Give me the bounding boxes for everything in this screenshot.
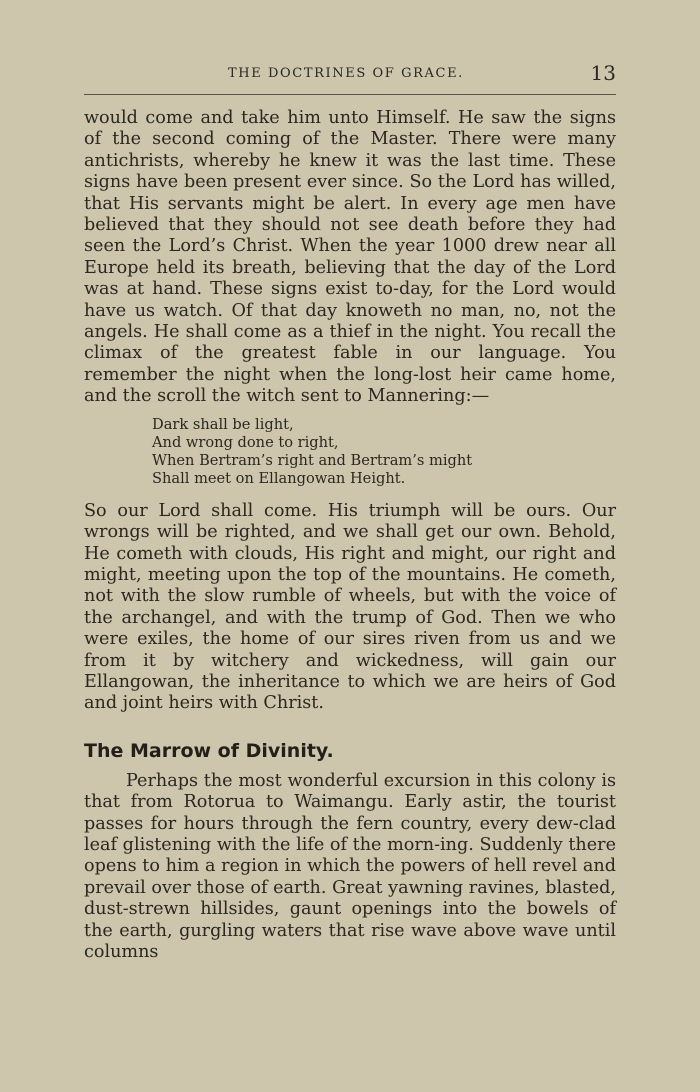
verse-line: Dark shall be light, [152,415,294,433]
paragraph-excursion: Perhaps the most wonderful excursion in this colony is that from Rotorua to Waimangu. Early astir, the tourist passes for hours through the fern country, every dew-clad leaf glistening with the life of the morn-ing. Suddenly there opens to him a region in which the powers of hell revel and prevail over those of earth. Great yawning ravines, blasted, dust-strewn hillsides, gaunt openings into the bowels of the earth, gurgling waters that rise wave above wave until columns [84,770,616,962]
running-title: THE DOCTRINES OF GRACE. [228,66,464,81]
paragraph-triumph: So our Lord shall come. His triumph will be ours. Our wrongs will be righted, and we shall get our own. Behold, He cometh with clouds, His right and might, our right and might, meeting upon the top of the mountains. He cometh, not with the slow rumble of wheels, but with the voice of the archangel, and with the trump of God. Then we who were exiles, the home of our sires riven from us and we from it by witchery and wickedness, will gain our Ellangowan, the inheritance to which we are heirs of God and joint heirs with Christ. [84,500,616,714]
page-number: 13 [590,61,616,85]
page-header [84,58,616,95]
section-heading: The Marrow of Divinity. [84,739,334,762]
verse-line: Shall meet on Ellangowan Height. [152,469,406,487]
verse-line: And wrong done to right, [152,433,339,451]
verse-quotation [84,416,616,488]
verse-line: When Bertram’s right and Bertram’s might [152,451,473,469]
page-body [84,108,616,963]
paragraph-continuation: would come and take him unto Himself. He saw the signs of the second coming of the Master. There were many antichrists, whereby he knew it was the last time. These signs have been present ever since. So the Lord has willed, that His servants might be alert. In every age men have believed that they should not see death before they had seen the Lord’s Christ. When the year 1000 drew near all Europe held its breath, believing that the day of the Lord was at hand. These signs exist to-day, for the Lord would have us watch. Of that day knoweth no man, no, not the angels. He shall come as a thief in the night. You recall the climax of the greatest fable in our language. You remember the night when the long-lost heir came home, and the scroll the witch sent to Mannering:— [84,108,616,407]
